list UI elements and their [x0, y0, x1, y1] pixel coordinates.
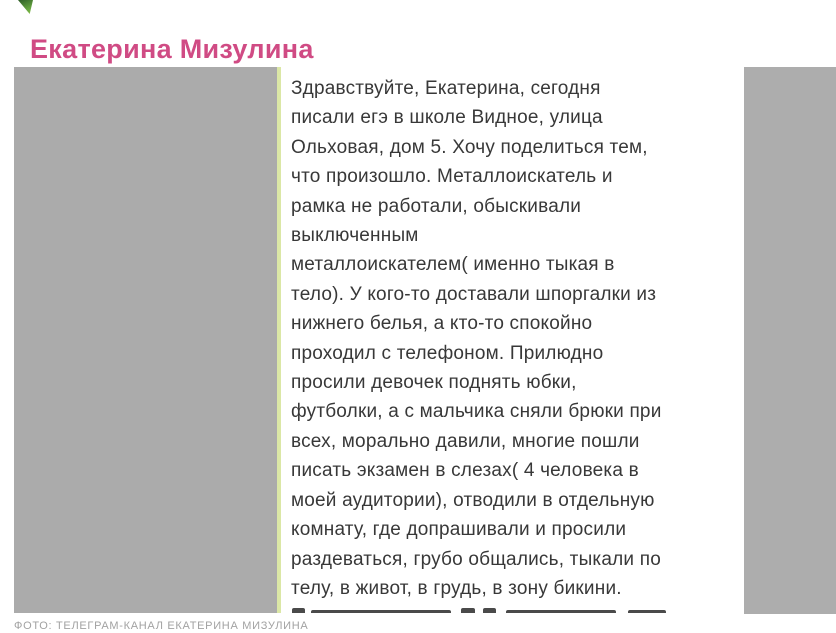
message-line: выключенным [291, 225, 419, 247]
message-line: Здравствуйте, Екатерина, сегодня [291, 78, 601, 99]
message-line: футболки, а с мальчика сняли брюки при [291, 401, 662, 423]
message-line: телу, в живот, в грудь, в зону бикини. [291, 577, 622, 599]
message-line: моей аудитории), отводили в отдельную [291, 489, 655, 511]
message-line: Ольховая, дом 5. Хочу поделиться тем, [291, 136, 648, 158]
message-line: тело). У кого-то доставали шпоргалки из [291, 283, 657, 305]
embedded-message-screenshot [0, 67, 836, 614]
message-text [291, 74, 741, 603]
image-right-placeholder [744, 67, 836, 614]
photo-credit: ФОТО: ТЕЛЕГРАМ-КАНАЛ ЕКАТЕРИНА МИЗУЛИНА [14, 620, 309, 632]
message-line: проходил с телефоном. Прилюдно [291, 342, 604, 364]
message-line: писали егэ в школе Видное, улица [291, 107, 603, 129]
image-left-placeholder [14, 67, 277, 613]
message-line: нижнего белья, а кто-то спокойно [291, 313, 593, 335]
message-line: всех, морально давили, многие пошли [291, 430, 640, 452]
message-line: просили девочек поднять юбки, [291, 372, 577, 394]
message-line: раздеваться, грубо общались, тыкали по [291, 548, 661, 570]
corner-logo-icon [18, 0, 33, 14]
message-line: писать экзамен в слезах( 4 человека в [291, 460, 639, 482]
message-line: рамка не работали, обыскивали [291, 195, 582, 217]
clipped-text-line [292, 608, 732, 613]
message-line: комнату, где допрашивали и просили [291, 519, 627, 541]
message-line: металлоискателем( именно тыкая в [291, 254, 615, 276]
page-title: Екатерина Мизулина [30, 34, 314, 65]
message-line: что произошло. Металлоискатель и [291, 166, 613, 188]
image-divider-stripe [277, 67, 281, 613]
